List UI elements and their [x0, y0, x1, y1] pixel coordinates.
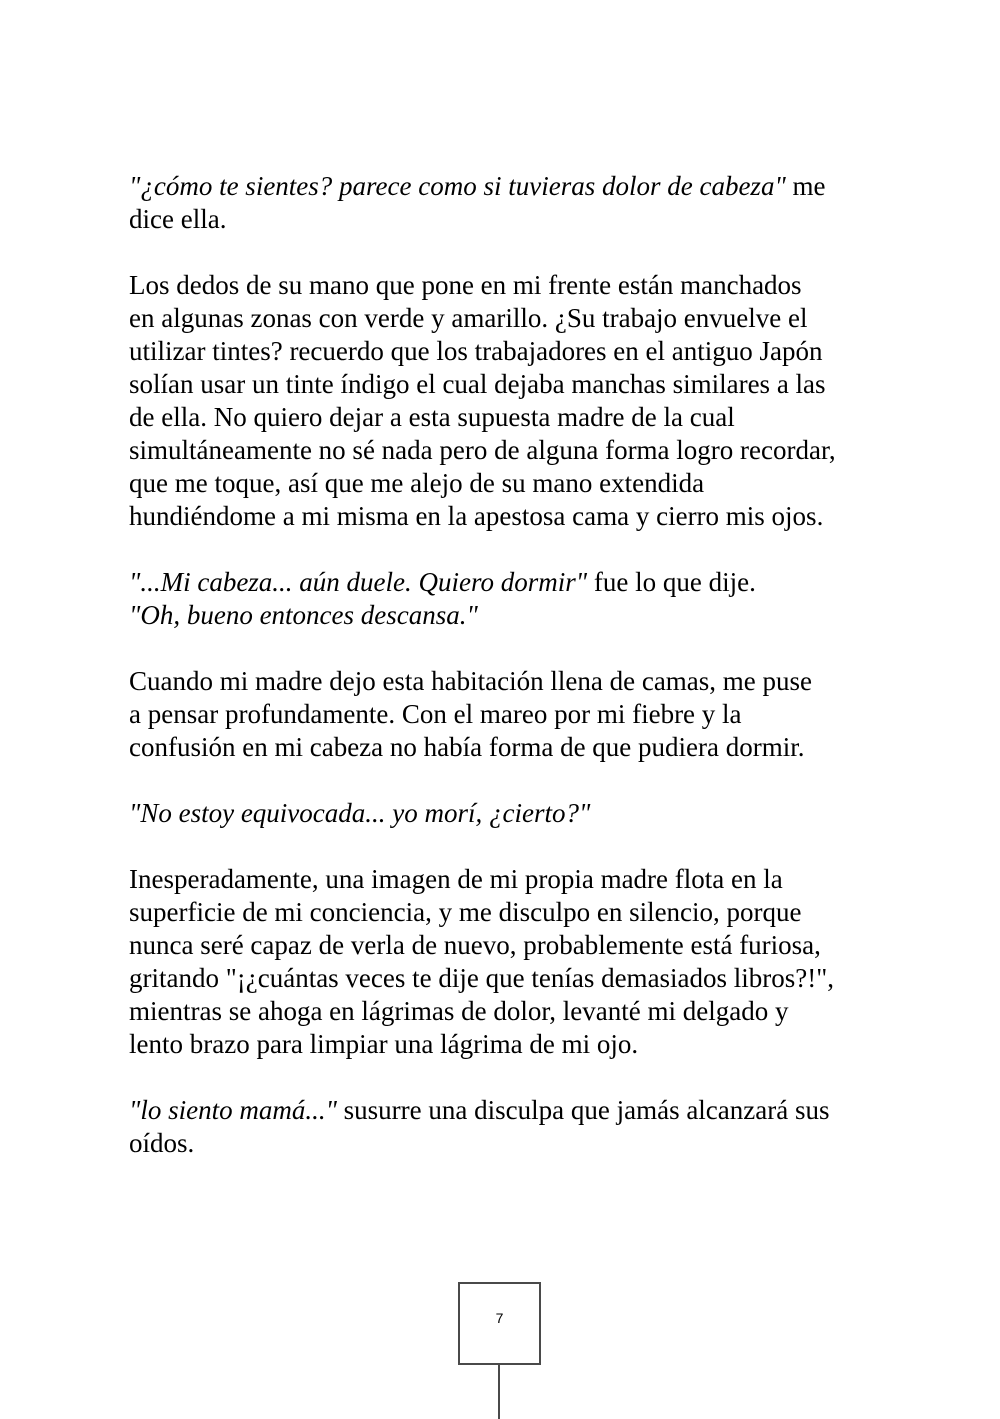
italic-dialogue-segment: "...Mi cabeza... aún duele. Quiero dormir": [129, 567, 588, 597]
text-line: [129, 401, 909, 434]
page-number-box: [458, 1282, 541, 1365]
text-line: [129, 203, 909, 236]
text-line: [129, 1127, 909, 1160]
page-body-text: [129, 170, 909, 1193]
text-line: [129, 995, 909, 1028]
text-segment: mientras se ahoga en lágrimas de dolor, levanté mi delgado y: [129, 996, 789, 1026]
text-line: [129, 1028, 909, 1061]
text-line: [129, 731, 909, 764]
page-number-stem: [498, 1363, 500, 1419]
text-segment: de ella. No quiero dejar a esta supuesta madre de la cual: [129, 402, 735, 432]
italic-dialogue-segment: "Oh, bueno entonces descansa.": [129, 600, 478, 630]
text-line: [129, 566, 909, 599]
text-segment: hundiéndome a mi misma en la apestosa cama y cierro mis ojos.: [129, 501, 824, 531]
text-segment: Los dedos de su mano que pone en mi frente están manchados: [129, 270, 802, 300]
text-line: [129, 170, 909, 203]
text-line: [129, 335, 909, 368]
italic-dialogue-segment: "No estoy equivocada... yo morí, ¿cierto?": [129, 798, 591, 828]
text-line: [129, 368, 909, 401]
text-line: [129, 698, 909, 731]
text-line: [129, 665, 909, 698]
text-line: [129, 500, 909, 533]
text-segment: a pensar profundamente. Con el mareo por mi fiebre y la: [129, 699, 742, 729]
paragraph: [129, 863, 909, 1061]
text-segment: nunca seré capaz de verla de nuevo, probablemente está furiosa,: [129, 930, 821, 960]
paragraph: [129, 170, 909, 236]
text-segment: Inesperadamente, una imagen de mi propia madre flota en la: [129, 864, 783, 894]
paragraph: [129, 1094, 909, 1160]
text-segment: superficie de mi conciencia, y me disculpo en silencio, porque: [129, 897, 802, 927]
text-segment: lento brazo para limpiar una lágrima de mi ojo.: [129, 1029, 639, 1059]
text-segment: simultáneamente no sé nada pero de alguna forma logro recordar,: [129, 435, 836, 465]
italic-dialogue-segment: "lo siento mamá...": [129, 1095, 337, 1125]
paragraph: [129, 566, 909, 632]
text-segment: solían usar un tinte índigo el cual dejaba manchas similares a las: [129, 369, 826, 399]
text-segment: susurre una disculpa que jamás alcanzará sus: [336, 1095, 830, 1125]
paragraph: [129, 665, 909, 764]
text-segment: dice ella.: [129, 204, 227, 234]
text-segment: gritando "¡¿cuántas veces te dije que tenías demasiados libros?!",: [129, 963, 835, 993]
paragraph: [129, 269, 909, 533]
text-line: [129, 302, 909, 335]
text-line: [129, 896, 909, 929]
text-line: [129, 434, 909, 467]
text-line: [129, 467, 909, 500]
text-segment: oídos.: [129, 1128, 195, 1158]
text-segment: fue lo que dije.: [587, 567, 756, 597]
text-segment: confusión en mi cabeza no había forma de que pudiera dormir.: [129, 732, 805, 762]
text-line: [129, 599, 909, 632]
text-line: [129, 1094, 909, 1127]
text-line: [129, 929, 909, 962]
text-segment: Cuando mi madre dejo esta habitación llena de camas, me puse: [129, 666, 813, 696]
text-segment: que me toque, así que me alejo de su mano extendida: [129, 468, 705, 498]
text-segment: me: [785, 171, 826, 201]
text-segment: utilizar tintes? recuerdo que los trabajadores en el antiguo Japón: [129, 336, 823, 366]
text-segment: en algunas zonas con verde y amarillo. ¿Su trabajo envuelve el: [129, 303, 808, 333]
text-line: [129, 863, 909, 896]
text-line: [129, 962, 909, 995]
paragraph: [129, 797, 909, 830]
page-number: 7: [495, 1310, 504, 1326]
text-line: [129, 269, 909, 302]
italic-dialogue-segment: "¿cómo te sientes? parece como si tuvieras dolor de cabeza": [129, 171, 786, 201]
text-line: [129, 797, 909, 830]
